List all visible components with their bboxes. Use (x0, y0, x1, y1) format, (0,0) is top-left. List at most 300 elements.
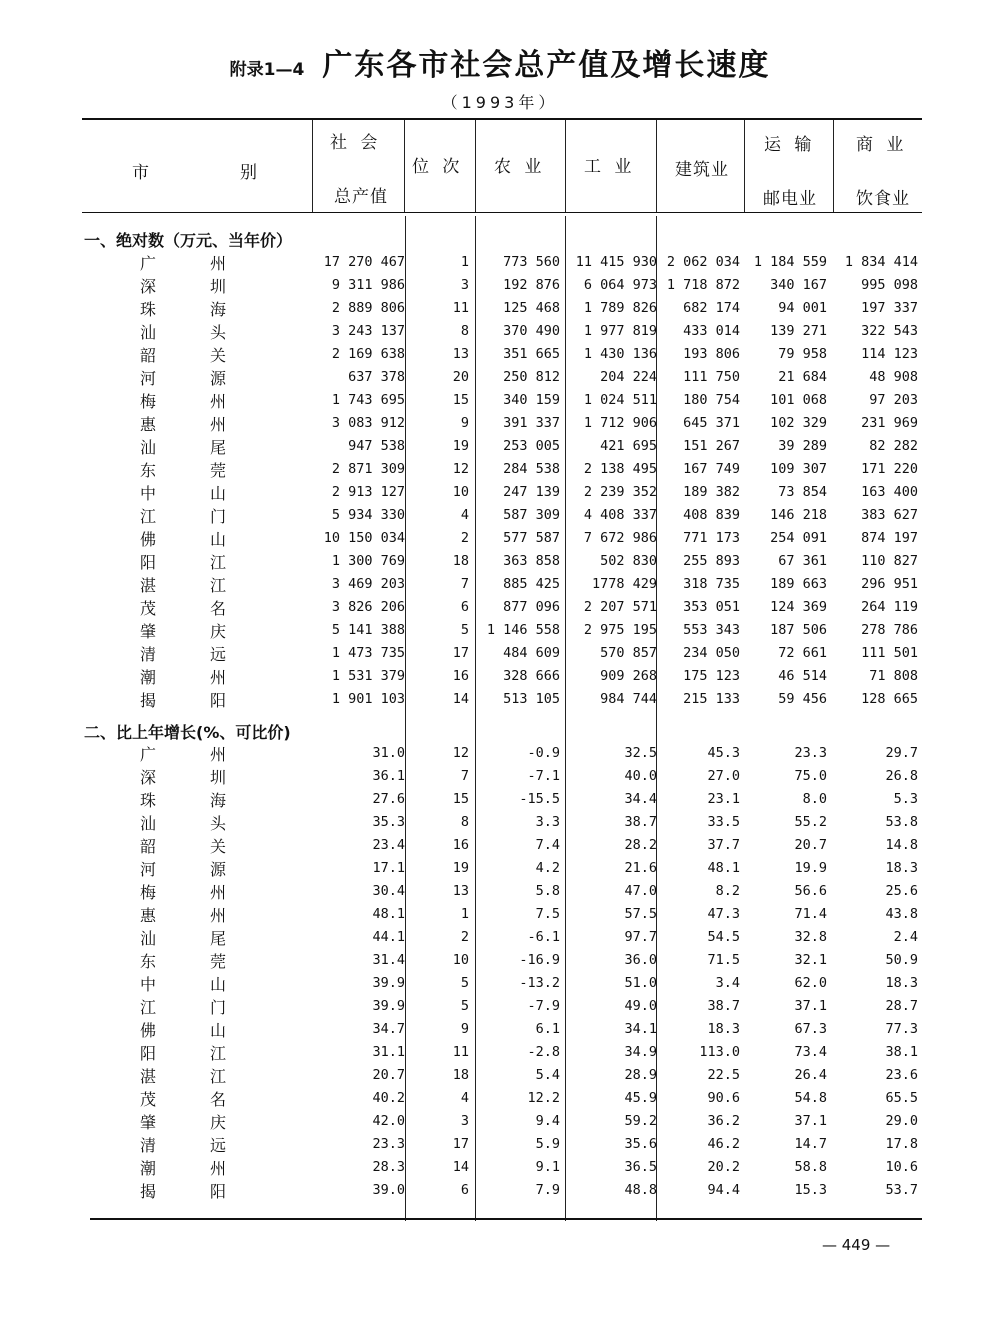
cell-transport: 94 001 (778, 300, 827, 316)
city-name (140, 765, 226, 788)
city-name (140, 1133, 226, 1156)
city-name-char: 庆 (209, 622, 226, 641)
cell-total: 2 169 638 (331, 346, 405, 362)
cell-commerce: 43.8 (885, 906, 918, 922)
cell-construction: 553 343 (683, 622, 740, 638)
city-name-char: 东 (140, 952, 157, 971)
header-divider (744, 120, 745, 212)
cell-agriculture: 5.8 (535, 883, 560, 899)
header-transport-1: 运 输 (764, 135, 816, 155)
header-divider (404, 120, 405, 212)
cell-construction: 408 839 (683, 507, 740, 523)
table-row (0, 813, 1000, 836)
cell-agriculture: 391 337 (503, 415, 560, 431)
cell-rank: 12 (452, 745, 469, 761)
city-name-char: 中 (140, 975, 157, 994)
city-name-char: 头 (209, 814, 226, 833)
city-name-char: 清 (140, 1136, 157, 1155)
cell-construction: 18.3 (707, 1021, 740, 1037)
city-name-char: 源 (209, 860, 226, 879)
cell-agriculture: 250 812 (503, 369, 560, 385)
appendix-label: 附录1—4 (229, 60, 305, 80)
city-name (140, 788, 226, 811)
cell-rank: 13 (452, 346, 469, 362)
cell-rank: 11 (452, 1044, 469, 1060)
cell-total: 34.7 (372, 1021, 405, 1037)
city-name-char: 莞 (209, 952, 226, 971)
header-divider (475, 120, 476, 212)
cell-rank: 1 (460, 254, 469, 270)
city-name (140, 504, 226, 527)
cell-transport: 73 854 (778, 484, 827, 500)
cell-commerce: 5.3 (893, 791, 918, 807)
cell-construction: 111 750 (683, 369, 740, 385)
table-bottom-rule (90, 1218, 922, 1220)
city-name-char: 东 (140, 461, 157, 480)
cell-total: 28.3 (372, 1159, 405, 1175)
city-name (140, 596, 226, 619)
table-row (0, 836, 1000, 859)
city-name-char: 阳 (140, 553, 157, 572)
city-name-char: 州 (209, 415, 226, 434)
cell-commerce: 18.3 (885, 975, 918, 991)
city-name-char: 州 (209, 254, 226, 273)
cell-rank: 14 (452, 1159, 469, 1175)
cell-commerce: 77.3 (885, 1021, 918, 1037)
cell-rank: 7 (460, 768, 469, 784)
table-row (0, 882, 1000, 905)
cell-industry: 2 975 195 (583, 622, 657, 638)
cell-construction: 1 718 872 (666, 277, 740, 293)
cell-total: 17 270 467 (323, 254, 405, 270)
table-row (0, 667, 1000, 690)
cell-total: 1 531 379 (331, 668, 405, 684)
table-row (0, 345, 1000, 368)
cell-transport: 56.6 (794, 883, 827, 899)
city-name-char: 汕 (140, 323, 157, 342)
cell-construction: 90.6 (707, 1090, 740, 1106)
cell-agriculture: 587 309 (503, 507, 560, 523)
city-name-char: 梅 (140, 392, 157, 411)
city-name (140, 343, 226, 366)
header-divider (833, 120, 834, 212)
cell-total: 5 141 388 (331, 622, 405, 638)
cell-transport: 37.1 (794, 998, 827, 1014)
cell-transport: 54.8 (794, 1090, 827, 1106)
cell-total: 10 150 034 (323, 530, 405, 546)
cell-construction: 433 014 (683, 323, 740, 339)
cell-agriculture: -2.8 (527, 1044, 560, 1060)
cell-rank: 16 (452, 837, 469, 853)
cell-agriculture: 1 146 558 (486, 622, 560, 638)
cell-transport: 59 456 (778, 691, 827, 707)
cell-agriculture: 5.9 (535, 1136, 560, 1152)
cell-construction: 234 050 (683, 645, 740, 661)
cell-rank: 18 (452, 1067, 469, 1083)
cell-agriculture: -16.9 (519, 952, 560, 968)
cell-industry: 40.0 (624, 768, 657, 784)
cell-commerce: 17.8 (885, 1136, 918, 1152)
cell-industry: 11 415 930 (575, 254, 657, 270)
city-name (140, 274, 226, 297)
cell-agriculture: 370 490 (503, 323, 560, 339)
city-name (140, 1110, 226, 1133)
cell-industry: 38.7 (624, 814, 657, 830)
cell-rank: 18 (452, 553, 469, 569)
city-name-char: 州 (209, 392, 226, 411)
city-name-char: 揭 (140, 1182, 157, 1201)
cell-transport: 254 091 (770, 530, 827, 546)
city-name-char: 圳 (209, 768, 226, 787)
cell-construction: 771 173 (683, 530, 740, 546)
cell-total: 947 538 (348, 438, 405, 454)
cell-industry: 2 239 352 (583, 484, 657, 500)
cell-rank: 10 (452, 952, 469, 968)
city-name-char: 惠 (140, 906, 157, 925)
cell-industry: 28.9 (624, 1067, 657, 1083)
cell-transport: 340 167 (770, 277, 827, 293)
cell-total: 35.3 (372, 814, 405, 830)
cell-industry: 1 789 826 (583, 300, 657, 316)
header-industry: 工 业 (584, 157, 636, 177)
cell-rank: 3 (460, 1113, 469, 1129)
cell-construction: 167 749 (683, 461, 740, 477)
cell-construction: 8.2 (715, 883, 740, 899)
cell-commerce: 14.8 (885, 837, 918, 853)
cell-construction: 318 735 (683, 576, 740, 592)
cell-construction: 180 754 (683, 392, 740, 408)
cell-agriculture: 6.1 (535, 1021, 560, 1037)
cell-commerce: 82 282 (869, 438, 918, 454)
city-name-char: 圳 (209, 277, 226, 296)
cell-rank: 8 (460, 814, 469, 830)
cell-rank: 15 (452, 791, 469, 807)
table-row (0, 744, 1000, 767)
cell-rank: 2 (460, 530, 469, 546)
cell-total: 1 300 769 (331, 553, 405, 569)
cell-industry: 2 138 495 (583, 461, 657, 477)
cell-industry: 1 977 819 (583, 323, 657, 339)
cell-industry: 34.1 (624, 1021, 657, 1037)
city-name (140, 481, 226, 504)
cell-total: 3 243 137 (331, 323, 405, 339)
city-name-char: 梅 (140, 883, 157, 902)
cell-agriculture: 484 609 (503, 645, 560, 661)
city-name (140, 320, 226, 343)
cell-rank: 9 (460, 1021, 469, 1037)
cell-construction: 47.3 (707, 906, 740, 922)
cell-agriculture: 7.5 (535, 906, 560, 922)
cell-construction: 23.1 (707, 791, 740, 807)
table-row (0, 552, 1000, 575)
cell-total: 2 913 127 (331, 484, 405, 500)
cell-construction: 113.0 (699, 1044, 740, 1060)
cell-commerce: 278 786 (861, 622, 918, 638)
cell-total: 20.7 (372, 1067, 405, 1083)
city-name-char: 汕 (140, 814, 157, 833)
cell-rank: 7 (460, 576, 469, 592)
cell-transport: 79 958 (778, 346, 827, 362)
cell-commerce: 29.0 (885, 1113, 918, 1129)
city-name-char: 山 (209, 530, 226, 549)
table-row (0, 690, 1000, 713)
cell-industry: 909 268 (600, 668, 657, 684)
city-name-char: 汕 (140, 438, 157, 457)
city-name (140, 926, 226, 949)
cell-transport: 67 361 (778, 553, 827, 569)
header-commerce-2: 饮食业 (856, 189, 910, 209)
cell-construction: 682 174 (683, 300, 740, 316)
cell-total: 30.4 (372, 883, 405, 899)
cell-construction: 3.4 (715, 975, 740, 991)
header-divider (312, 120, 313, 212)
cell-commerce: 53.8 (885, 814, 918, 830)
city-name-char: 潮 (140, 1159, 157, 1178)
city-name-char: 尾 (209, 438, 226, 457)
city-name-char: 广 (140, 254, 157, 273)
city-name-char: 广 (140, 745, 157, 764)
cell-total: 9 311 986 (331, 277, 405, 293)
cell-commerce: 65.5 (885, 1090, 918, 1106)
city-name-char: 尾 (209, 929, 226, 948)
cell-rank: 13 (452, 883, 469, 899)
cell-commerce: 23.6 (885, 1067, 918, 1083)
header-transport-2: 邮电业 (763, 189, 817, 209)
cell-commerce: 28.7 (885, 998, 918, 1014)
cell-total: 5 934 330 (331, 507, 405, 523)
city-name (140, 665, 226, 688)
cell-agriculture: 253 005 (503, 438, 560, 454)
cell-total: 36.1 (372, 768, 405, 784)
city-name-char: 江 (209, 553, 226, 572)
cell-construction: 48.1 (707, 860, 740, 876)
cell-rank: 15 (452, 392, 469, 408)
cell-industry: 59.2 (624, 1113, 657, 1129)
table-row (0, 575, 1000, 598)
cell-transport: 101 068 (770, 392, 827, 408)
cell-agriculture: -15.5 (519, 791, 560, 807)
cell-total: 637 378 (348, 369, 405, 385)
header-divider (656, 120, 657, 212)
city-name (140, 435, 226, 458)
cell-agriculture: 247 139 (503, 484, 560, 500)
header-total-2: 总产值 (334, 187, 388, 207)
table-row (0, 767, 1000, 790)
cell-industry: 1 024 511 (583, 392, 657, 408)
cell-agriculture: 363 858 (503, 553, 560, 569)
city-name-char: 湛 (140, 1067, 157, 1086)
cell-agriculture: 7.4 (535, 837, 560, 853)
cell-rank: 6 (460, 1182, 469, 1198)
cell-commerce: 995 098 (861, 277, 918, 293)
city-name-char: 江 (209, 576, 226, 595)
city-name (140, 389, 226, 412)
year-caption: （1993年） (441, 93, 559, 112)
cell-transport: 109 307 (770, 461, 827, 477)
cell-industry: 36.0 (624, 952, 657, 968)
cell-construction: 645 371 (683, 415, 740, 431)
city-name-char: 庆 (209, 1113, 226, 1132)
cell-agriculture: 284 538 (503, 461, 560, 477)
cell-transport: 102 329 (770, 415, 827, 431)
cell-construction: 215 133 (683, 691, 740, 707)
city-name (140, 1018, 226, 1041)
cell-total: 39.9 (372, 975, 405, 991)
cell-total: 44.1 (372, 929, 405, 945)
table-row (0, 437, 1000, 460)
cell-industry: 48.8 (624, 1182, 657, 1198)
city-name-char: 潮 (140, 668, 157, 687)
city-name-char: 惠 (140, 415, 157, 434)
cell-total: 39.9 (372, 998, 405, 1014)
cell-construction: 36.2 (707, 1113, 740, 1129)
cell-construction: 27.0 (707, 768, 740, 784)
cell-transport: 23.3 (794, 745, 827, 761)
city-name-char: 源 (209, 369, 226, 388)
city-name-char: 江 (140, 998, 157, 1017)
city-name-char: 茂 (140, 1090, 157, 1109)
cell-total: 3 826 206 (331, 599, 405, 615)
cell-commerce: 53.7 (885, 1182, 918, 1198)
cell-construction: 71.5 (707, 952, 740, 968)
cell-transport: 19.9 (794, 860, 827, 876)
cell-industry: 34.9 (624, 1044, 657, 1060)
city-name-char: 州 (209, 1159, 226, 1178)
cell-transport: 8.0 (802, 791, 827, 807)
page-number: — 449 — (822, 1236, 891, 1254)
table-row (0, 905, 1000, 928)
city-name-char: 关 (209, 346, 226, 365)
cell-total: 1 473 735 (331, 645, 405, 661)
cell-commerce: 163 400 (861, 484, 918, 500)
cell-rank: 11 (452, 300, 469, 316)
cell-industry: 47.0 (624, 883, 657, 899)
cell-agriculture: -7.1 (527, 768, 560, 784)
cell-agriculture: 12.2 (527, 1090, 560, 1106)
cell-agriculture: 577 587 (503, 530, 560, 546)
cell-commerce: 114 123 (861, 346, 918, 362)
table-row (0, 253, 1000, 276)
city-name (140, 742, 226, 765)
city-name-char: 门 (209, 507, 226, 526)
cell-agriculture: 3.3 (535, 814, 560, 830)
cell-total: 31.1 (372, 1044, 405, 1060)
page-title: 广东各市社会总产值及增长速度 (322, 48, 771, 83)
city-name-char: 莞 (209, 461, 226, 480)
table-top-rule (82, 118, 922, 120)
cell-construction: 37.7 (707, 837, 740, 853)
city-name-char: 深 (140, 277, 157, 296)
city-name-char: 名 (209, 1090, 226, 1109)
cell-total: 39.0 (372, 1182, 405, 1198)
city-name (140, 458, 226, 481)
city-name (140, 1064, 226, 1087)
cell-total: 3 469 203 (331, 576, 405, 592)
cell-total: 23.4 (372, 837, 405, 853)
city-name-char: 山 (209, 484, 226, 503)
city-name (140, 1179, 226, 1202)
cell-commerce: 197 337 (861, 300, 918, 316)
cell-commerce: 10.6 (885, 1159, 918, 1175)
cell-transport: 32.1 (794, 952, 827, 968)
cell-rank: 17 (452, 645, 469, 661)
table-row (0, 1043, 1000, 1066)
title-block (0, 40, 1000, 84)
header-city-2: 别 (240, 163, 261, 183)
cell-agriculture: 4.2 (535, 860, 560, 876)
table-row (0, 483, 1000, 506)
header-divider (565, 120, 566, 212)
table-row (0, 598, 1000, 621)
cell-industry: 57.5 (624, 906, 657, 922)
city-name-char: 头 (209, 323, 226, 342)
cell-industry: 49.0 (624, 998, 657, 1014)
table-row (0, 1089, 1000, 1112)
cell-industry: 36.5 (624, 1159, 657, 1175)
cell-total: 1 743 695 (331, 392, 405, 408)
cell-industry: 502 830 (600, 553, 657, 569)
cell-industry: 1778 429 (591, 576, 657, 592)
cell-agriculture: 885 425 (503, 576, 560, 592)
city-name-char: 珠 (140, 791, 157, 810)
city-name (140, 880, 226, 903)
cell-agriculture: 9.4 (535, 1113, 560, 1129)
city-name-char: 河 (140, 369, 157, 388)
cell-agriculture: 7.9 (535, 1182, 560, 1198)
cell-agriculture: -6.1 (527, 929, 560, 945)
cell-construction: 20.2 (707, 1159, 740, 1175)
cell-agriculture: 5.4 (535, 1067, 560, 1083)
cell-total: 40.2 (372, 1090, 405, 1106)
cell-commerce: 383 627 (861, 507, 918, 523)
city-name (140, 366, 226, 389)
section-label-growth: 二、比上年增长(%、可比价) (84, 723, 291, 742)
city-name-char: 肇 (140, 622, 157, 641)
cell-transport: 55.2 (794, 814, 827, 830)
cell-transport: 62.0 (794, 975, 827, 991)
header-commerce-1: 商 业 (856, 135, 908, 155)
city-name (140, 811, 226, 834)
city-name-char: 韶 (140, 346, 157, 365)
cell-agriculture: 328 666 (503, 668, 560, 684)
city-name-char: 海 (209, 300, 226, 319)
cell-agriculture: -13.2 (519, 975, 560, 991)
cell-commerce: 50.9 (885, 952, 918, 968)
cell-commerce: 97 203 (869, 392, 918, 408)
cell-agriculture: 513 105 (503, 691, 560, 707)
table-row (0, 529, 1000, 552)
cell-rank: 19 (452, 860, 469, 876)
cell-agriculture: -7.9 (527, 998, 560, 1014)
cell-transport: 1 184 559 (753, 254, 827, 270)
section-label-absolute: 一、绝对数（万元、当年价） (84, 231, 293, 250)
cell-construction: 255 893 (683, 553, 740, 569)
cell-construction: 353 051 (683, 599, 740, 615)
city-name-char: 揭 (140, 691, 157, 710)
cell-construction: 151 267 (683, 438, 740, 454)
table-row (0, 621, 1000, 644)
cell-transport: 39 289 (778, 438, 827, 454)
city-name-char: 茂 (140, 599, 157, 618)
city-name-char: 关 (209, 837, 226, 856)
cell-commerce: 1 834 414 (844, 254, 918, 270)
city-name-char: 门 (209, 998, 226, 1017)
cell-rank: 19 (452, 438, 469, 454)
cell-commerce: 111 501 (861, 645, 918, 661)
city-name-char: 阳 (209, 691, 226, 710)
cell-transport: 187 506 (770, 622, 827, 638)
cell-total: 2 889 806 (331, 300, 405, 316)
